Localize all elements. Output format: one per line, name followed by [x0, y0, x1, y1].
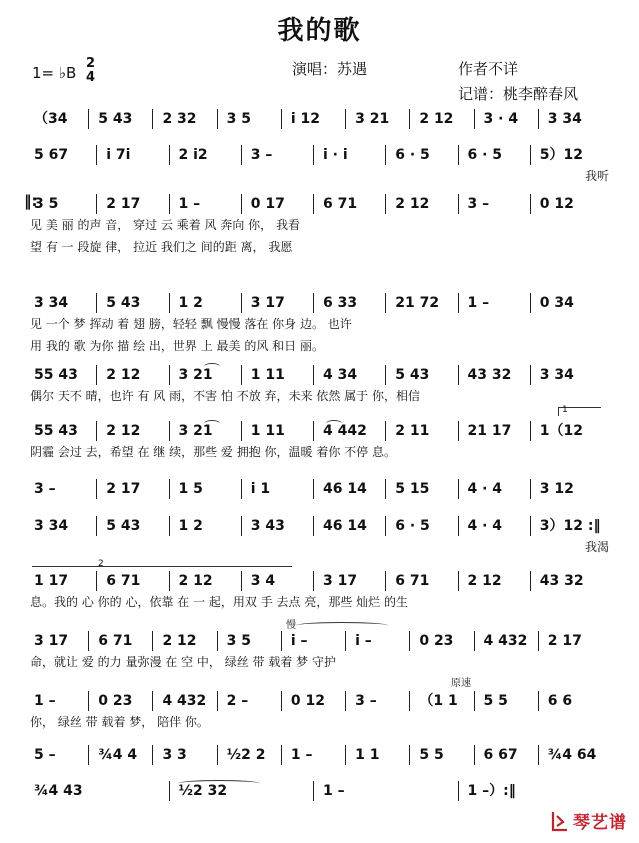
barline — [313, 571, 314, 591]
time-signature-top: 2 — [86, 56, 96, 71]
barline — [385, 479, 386, 499]
lyric-line: 望 有 一 段旋 律， 拉近 我们之 间的距 离， 我愿 — [30, 240, 293, 254]
measure: 0 23 — [98, 693, 133, 709]
lyric-line: 你， 绿丝 带 载着 梦， 陪伴 你。 — [30, 715, 209, 729]
measure: 1（12 — [539, 423, 583, 439]
measure: 2 12 — [395, 196, 430, 212]
measure: 2 12 — [106, 423, 141, 439]
measure: 3 21 — [178, 423, 213, 439]
barline — [385, 421, 386, 441]
barline — [313, 145, 314, 165]
barline — [152, 631, 153, 651]
measure: 3 · 4 — [483, 111, 519, 127]
barline — [281, 109, 282, 129]
measure: 3 – — [467, 196, 490, 212]
measure: i 12 — [290, 111, 321, 127]
measure: 3 17 — [323, 573, 358, 589]
slur — [296, 622, 388, 629]
barline — [474, 631, 475, 651]
barline — [169, 781, 170, 801]
volta-number-two: 2 — [98, 559, 104, 569]
measure: 6 33 — [323, 295, 358, 311]
lyric-line: 我渴 — [584, 540, 609, 554]
measure: 6 67 — [483, 747, 518, 763]
barline — [530, 293, 531, 313]
barline — [313, 781, 314, 801]
measure: 5 15 — [395, 481, 430, 497]
measure: 2 12 — [106, 367, 141, 383]
barline — [458, 145, 459, 165]
measure: 0 34 — [539, 295, 574, 311]
measure: 1 – — [34, 693, 56, 709]
measure: ¾4 4 — [98, 747, 138, 763]
volta-bracket-two — [32, 566, 292, 575]
barline — [169, 365, 170, 385]
barline — [169, 145, 170, 165]
barline — [385, 365, 386, 385]
barline — [385, 145, 386, 165]
measure: 2 – — [226, 693, 249, 709]
measure: 2 32 — [162, 111, 197, 127]
barline — [217, 745, 218, 765]
singer-credit: 演唱：苏遇 — [292, 60, 368, 78]
watermark-logo — [550, 808, 627, 833]
measure: i · i — [323, 147, 348, 163]
music-note-icon — [550, 810, 570, 832]
measure: 1 – — [467, 295, 490, 311]
measure: 6 71 — [395, 573, 430, 589]
barline — [88, 745, 89, 765]
slur — [326, 420, 342, 427]
measure: 6 · 5 — [395, 518, 430, 534]
measure: 1 2 — [178, 295, 203, 311]
measure: 1 17 — [34, 573, 69, 589]
barline — [241, 516, 242, 536]
measure: 5 43 — [98, 111, 133, 127]
barline — [96, 293, 97, 313]
measure: 3 – — [355, 693, 377, 709]
measure: 1 – — [290, 747, 313, 763]
lyric-line: 见 美 丽 的声 音， 穿过 云 乘着 风 奔向 你， 我看 — [30, 218, 300, 232]
measure: 21 17 — [467, 423, 512, 439]
barline — [538, 631, 539, 651]
measure: 0 12 — [539, 196, 574, 212]
barline — [169, 516, 170, 536]
barline — [217, 631, 218, 651]
barline — [474, 109, 475, 129]
measure: 1 11 — [250, 367, 285, 383]
measure: 3 34 — [547, 111, 582, 127]
lyric-line: 阴霾 会过 去，希望 在 继 续，那些 爱 拥抱 你，温暖 着你 不停 息。 — [30, 445, 396, 459]
lyric-line: 见 一个 梦 挥动 着 翅 膀，轻轻 飘 慢慢 落在 你身 边。 也许 — [30, 317, 352, 331]
lyric-line: 命，就让 爱 的力 量弥漫 在 空 中， 绿丝 带 载着 梦 守护 — [30, 655, 336, 669]
transcriber-credit: 记谱：桃李醉春风 — [458, 85, 579, 103]
time-signature-bottom: 4 — [86, 70, 96, 85]
barline — [169, 194, 170, 214]
measure: 5 67 — [34, 147, 69, 163]
barline — [409, 109, 410, 129]
measure: 2 17 — [106, 196, 141, 212]
measure: 55 43 — [34, 423, 78, 439]
barline — [458, 781, 459, 801]
barline — [385, 516, 386, 536]
barline — [530, 365, 531, 385]
measure: 3 34 — [34, 295, 69, 311]
watermark-brand: 琴艺谱 — [573, 813, 627, 833]
barline — [345, 691, 346, 711]
measure: 2 12 — [467, 573, 502, 589]
measure: 3 17 — [34, 633, 69, 649]
barline — [313, 293, 314, 313]
barline — [538, 109, 539, 129]
barline — [409, 745, 410, 765]
measure: 1 11 — [250, 423, 285, 439]
measure: 6 · 5 — [467, 147, 503, 163]
barline — [458, 479, 459, 499]
barline — [530, 145, 531, 165]
slur — [204, 363, 220, 370]
measure: 21 72 — [395, 295, 440, 311]
barline — [458, 516, 459, 536]
measure: 3 12 — [539, 481, 574, 497]
song-title: 我的歌 — [277, 16, 362, 46]
barline — [88, 631, 89, 651]
barline — [458, 421, 459, 441]
barline — [345, 631, 346, 651]
barline — [217, 691, 218, 711]
barline — [530, 479, 531, 499]
barline — [538, 745, 539, 765]
measure: 6 6 — [547, 693, 573, 709]
barline — [385, 293, 386, 313]
measure: 4 432 — [162, 693, 207, 709]
barline — [169, 421, 170, 441]
measure: ¾4 64 — [547, 747, 597, 763]
measure: 3 17 — [250, 295, 285, 311]
barline — [530, 194, 531, 214]
measure: 1 –）:‖ — [467, 783, 516, 799]
barline — [281, 691, 282, 711]
measure: （1 1 — [419, 693, 458, 709]
measure: 2 11 — [395, 423, 430, 439]
measure: 6 71 — [106, 573, 141, 589]
measure: 0 17 — [250, 196, 285, 212]
barline — [152, 109, 153, 129]
barline — [88, 691, 89, 711]
measure: 4 · 4 — [467, 481, 503, 497]
measure: 3 5 — [226, 633, 252, 649]
barline — [530, 571, 531, 591]
measure: 2 12 — [419, 111, 454, 127]
barline — [241, 479, 242, 499]
barline — [385, 571, 386, 591]
barline — [345, 745, 346, 765]
key-signature: 1= ♭B — [32, 64, 77, 82]
lyric-line: 我听 — [584, 169, 609, 183]
measure: ¾4 43 — [34, 783, 83, 799]
barline — [217, 109, 218, 129]
barline — [281, 745, 282, 765]
measure: ½2 32 — [178, 783, 228, 799]
measure: 6 · 5 — [395, 147, 430, 163]
measure: 5 5 — [483, 693, 508, 709]
measure: 3 4 — [250, 573, 276, 589]
measure: 5 43 — [106, 518, 141, 534]
measure: 3 34 — [34, 518, 69, 534]
measure: 2 12 — [178, 573, 213, 589]
measure: 43 32 — [467, 367, 512, 383]
measure: 5 – — [34, 747, 56, 763]
barline — [96, 479, 97, 499]
measure: 55 43 — [34, 367, 78, 383]
lyric-line: 偶尔 天不 晴，也许 有 风 雨，不害 怕 不放 弃，未来 依然 属于 你，相信 — [30, 389, 420, 403]
measure: 1 2 — [178, 518, 203, 534]
measure: 3 21 — [178, 367, 213, 383]
barline — [169, 293, 170, 313]
measure: 6 71 — [98, 633, 133, 649]
barline — [530, 421, 531, 441]
barline — [458, 365, 459, 385]
slur — [178, 780, 260, 787]
measure: 4 · 4 — [467, 518, 503, 534]
measure: 4 442 — [323, 423, 367, 439]
barline — [169, 479, 170, 499]
tempo-back-mark: 原速 — [451, 678, 471, 689]
barline — [88, 109, 89, 129]
measure: 43 32 — [539, 573, 584, 589]
barline — [385, 194, 386, 214]
barline — [458, 194, 459, 214]
measure: 3 43 — [250, 518, 285, 534]
measure: ½2 2 — [226, 747, 266, 763]
barline — [96, 421, 97, 441]
barline — [458, 571, 459, 591]
measure: 0 12 — [290, 693, 325, 709]
barline — [96, 194, 97, 214]
measure: 3 – — [34, 481, 56, 497]
measure: 5 43 — [106, 295, 141, 311]
measure: i 7i — [106, 147, 131, 163]
barline — [313, 365, 314, 385]
barline — [152, 745, 153, 765]
barline — [313, 194, 314, 214]
barline — [96, 516, 97, 536]
measure: 1 – — [178, 196, 201, 212]
measure: 5 5 — [419, 747, 444, 763]
measure: （34 — [34, 111, 68, 127]
tempo-slow-mark: 慢 — [286, 620, 296, 631]
measure: 6 71 — [323, 196, 358, 212]
lyric-line: 用 我的 歌 为你 描 绘 出，世界 上 最美 的风 和日 丽。 — [30, 339, 324, 353]
measure: 2 17 — [106, 481, 141, 497]
barline — [313, 479, 314, 499]
composer-credit: 作者不详 — [458, 60, 519, 78]
measure: 3 21 — [355, 111, 390, 127]
barline — [241, 365, 242, 385]
measure: 46 14 — [323, 481, 367, 497]
measure: 3 5 — [34, 196, 59, 212]
barline — [313, 421, 314, 441]
barline — [96, 145, 97, 165]
measure: i 1 — [250, 481, 271, 497]
measure: 5）12 — [539, 147, 583, 163]
measure: 2 i2 — [178, 147, 208, 163]
measure: 3）12 :‖ — [539, 518, 601, 534]
barline — [241, 194, 242, 214]
measure: 2 17 — [547, 633, 582, 649]
barline — [530, 516, 531, 536]
barline — [474, 745, 475, 765]
barline — [313, 516, 314, 536]
barline — [241, 145, 242, 165]
barline — [458, 293, 459, 313]
volta-number-one: 1 — [562, 405, 568, 415]
measure: 46 14 — [323, 518, 367, 534]
measure: 1 5 — [178, 481, 203, 497]
measure: 1 1 — [355, 747, 380, 763]
lyric-line: 息。我的 心 你的 心，依靠 在 一 起，用双 手 去点 亮，那些 灿烂 的生 — [30, 595, 408, 609]
barline — [409, 691, 410, 711]
barline — [241, 293, 242, 313]
measure: 4 34 — [323, 367, 358, 383]
measure: 3 34 — [539, 367, 574, 383]
measure: 0 23 — [419, 633, 454, 649]
measure: 5 43 — [395, 367, 430, 383]
barline — [241, 421, 242, 441]
barline — [474, 691, 475, 711]
measure: 3 3 — [162, 747, 187, 763]
measure: 2 12 — [162, 633, 197, 649]
measure: 3 – — [250, 147, 273, 163]
repeat-start-sign: ‖: — [24, 192, 38, 210]
measure: 4 432 — [483, 633, 528, 649]
barline — [409, 631, 410, 651]
barline — [96, 365, 97, 385]
slur — [204, 420, 220, 427]
barline — [345, 109, 346, 129]
barline — [152, 691, 153, 711]
barline — [281, 631, 282, 651]
measure: i – — [290, 633, 308, 649]
measure: 3 5 — [226, 111, 252, 127]
barline — [538, 691, 539, 711]
measure: i – — [355, 633, 372, 649]
measure: 1 – — [323, 783, 345, 799]
